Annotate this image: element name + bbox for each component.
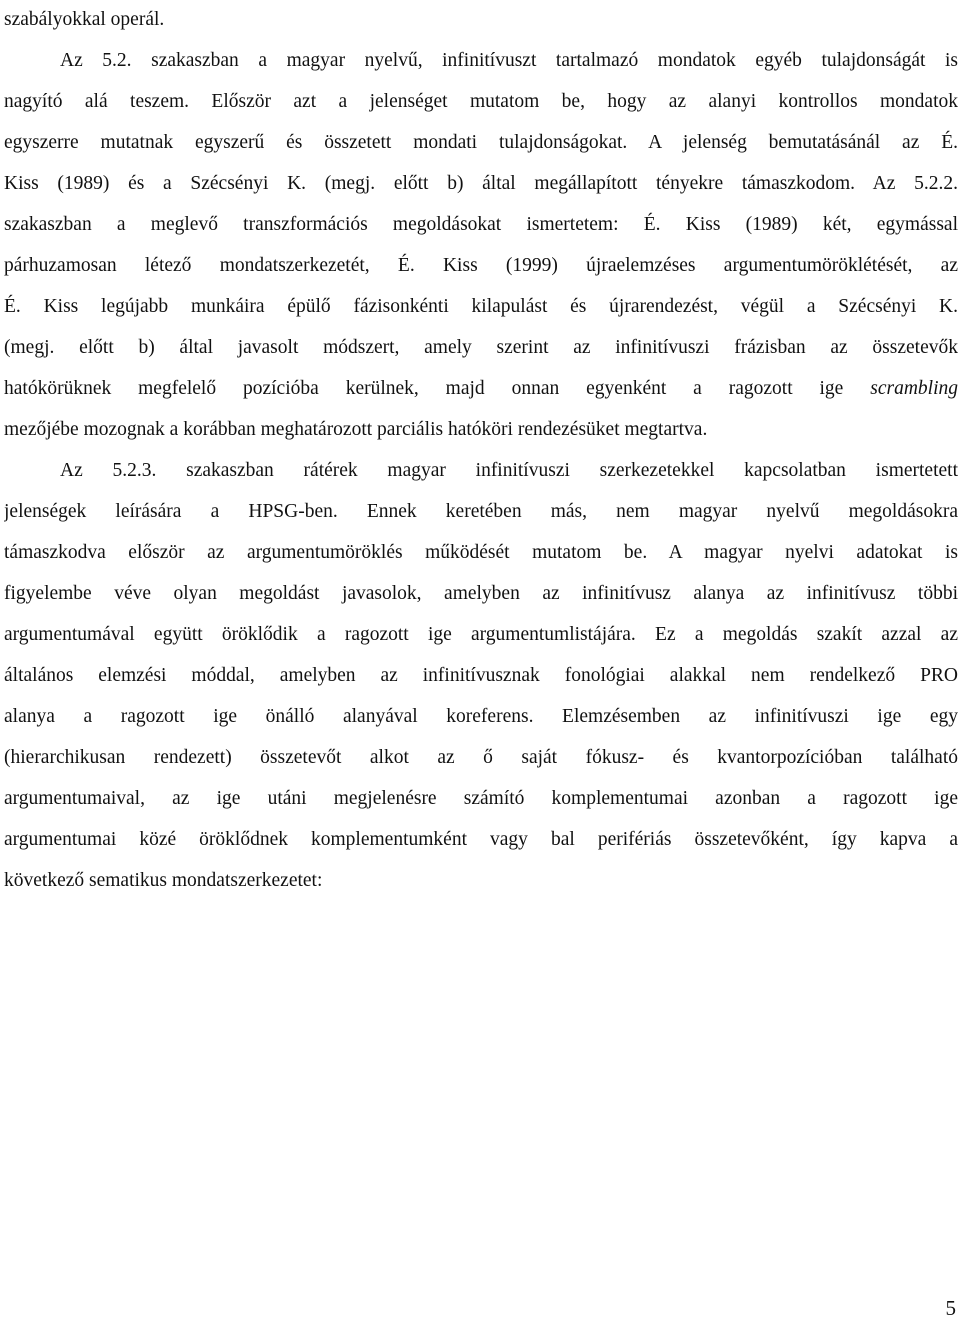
text-line: nagyító alá teszem. Először azt a jelenséget mutatom be, hogy az alanyi kontrollos mondatok [4, 91, 958, 112]
italic-term: scrambling [870, 378, 958, 399]
text-line: párhuzamosan létező mondatszerkezetét, É. Kiss (1999) újraelemzéses argumentumöröklétését, az [4, 255, 958, 276]
text-line: támaszkodva először az argumentumöröklés működését mutatom be. A magyar nyelvi adatokat is [4, 542, 958, 563]
text-line: (megj. előtt b) által javasolt módszert, amely szerint az infinitívuszi frázisban az összetevők [4, 337, 958, 358]
page-number: 5 [945, 1296, 956, 1320]
text-line: egyszerre mutatnak egyszerű és összetett mondati tulajdonságokat. A jelenség bemutatásánál az É. [4, 132, 958, 153]
document-page [4, 0, 958, 901]
text-line: (hierarchikusan rendezett) összetevőt alkot az ő saját fókusz- és kvantorpozícióban található [4, 747, 958, 768]
text-line: argumentumával együtt öröklődik a ragozott ige argumentumlistájára. Ez a megoldás szakít azzal az [4, 624, 958, 645]
text-line: É. Kiss legújabb munkáira épülő fázisonkénti kilapulást és újrarendezést, végül a Szécsényi K. [4, 296, 958, 317]
text-line: mezőjébe mozognak a korábban meghatározott parciális hatóköri rendezésüket megtartva. [4, 419, 708, 440]
text-line: argumentumaival, az ige utáni megjelenésre számító komplementumai azonban a ragozott ige [4, 788, 958, 809]
text-segment: hatókörüknek megfelelő pozícióba kerülnek, majd onnan egyenként a ragozott ige [4, 378, 844, 399]
text-line: következő sematikus mondatszerkezetet: [4, 870, 323, 891]
text-line: figyelembe véve olyan megoldást javasolok, amelyben az infinitívusz alanya az infinitívusz többi [4, 583, 958, 604]
text-line-with-italic [4, 368, 958, 409]
text-line: Az 5.2.3. szakaszban rátérek magyar infinitívuszi szerkezetekkel kapcsolatban ismertetett [60, 460, 958, 481]
text-line: alanya a ragozott ige önálló alanyával koreferens. Elemzésemben az infinitívuszi ige egy [4, 706, 958, 727]
text-line: Az 5.2. szakaszban a magyar nyelvű, infinitívuszt tartalmazó mondatok egyéb tulajdonságát is [60, 50, 958, 71]
text-line: jelenségek leírására a HPSG-ben. Ennek keretében más, nem magyar nyelvű megoldásokra [4, 501, 958, 522]
text-line: szakaszban a meglevő transzformációs megoldásokat ismertetem: É. Kiss (1989) két, egymással [4, 214, 958, 235]
text-line: általános elemzési móddal, amelyben az infinitívusznak fonológiai alakkal nem rendelkező PRO [4, 665, 958, 686]
text-line: szabályokkal operál. [4, 9, 165, 30]
text-line: argumentumai közé öröklődnek komplementumként vagy bal perifériás összetevőként, így kapva a [4, 829, 958, 850]
text-line: Kiss (1989) és a Szécsényi K. (megj. előtt b) által megállapított tényekre támaszkodom. Az 5.2.2. [4, 173, 958, 194]
